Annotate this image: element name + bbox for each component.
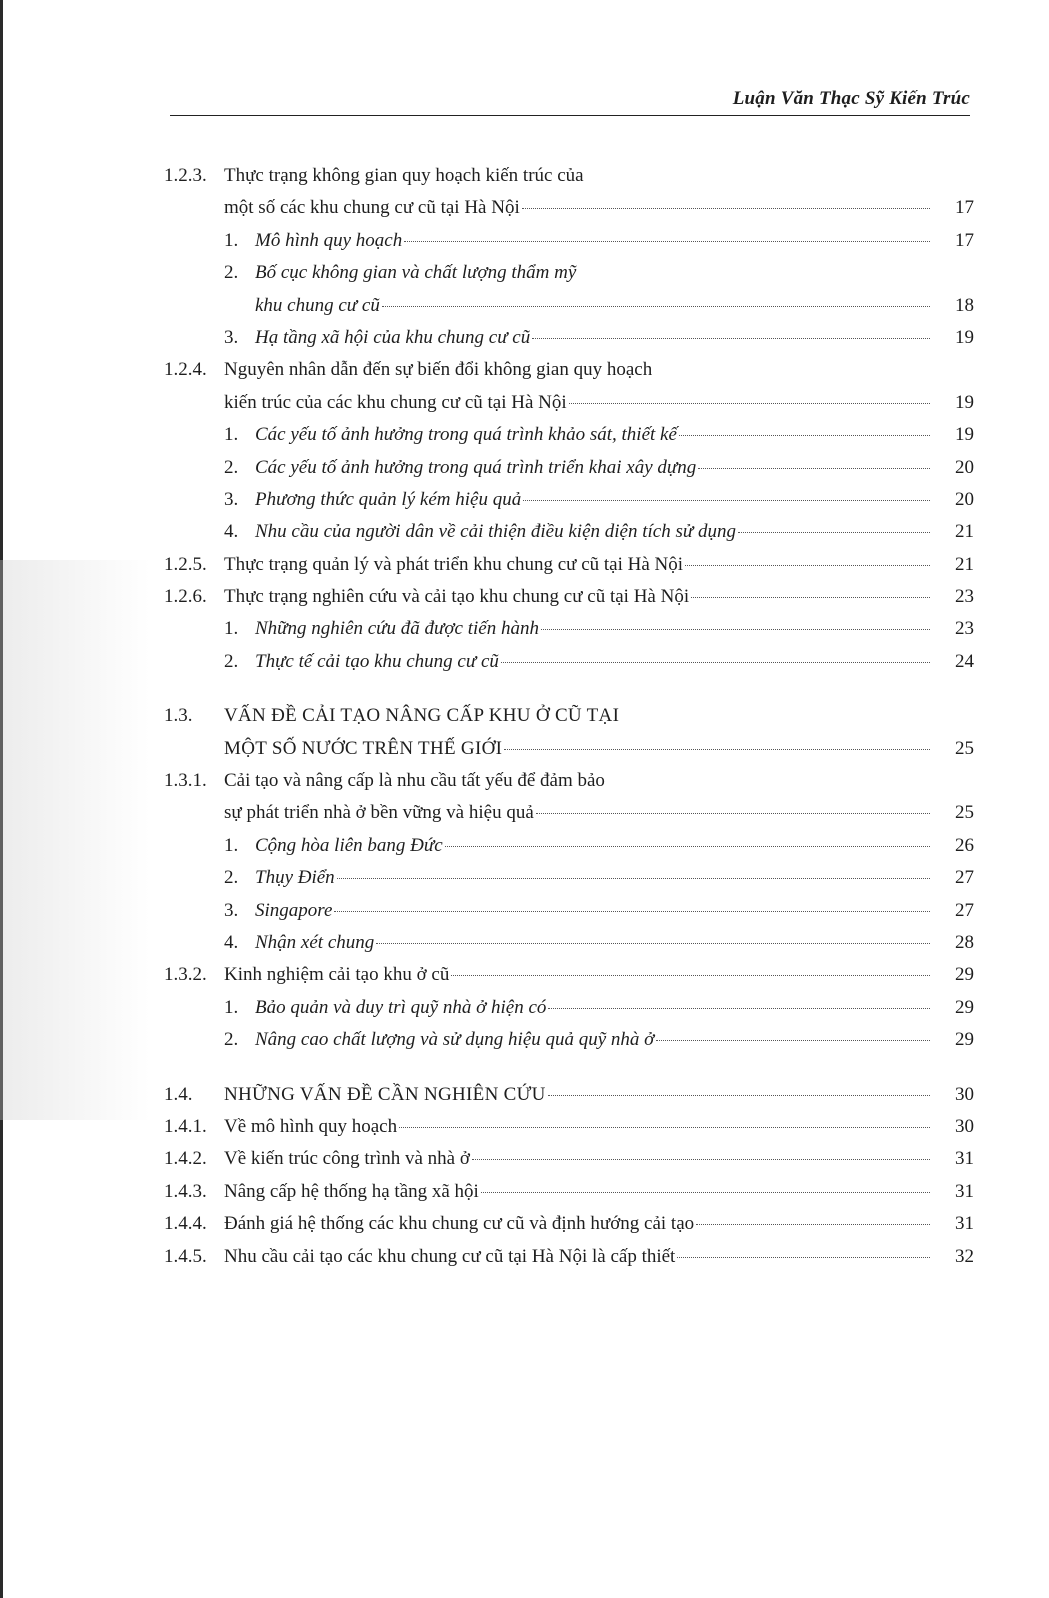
- dot-leader: [738, 532, 930, 533]
- toc-entry-number: 2.: [224, 262, 239, 284]
- toc-entry-title: Kinh nghiệm cải tạo khu ở cũ: [224, 964, 450, 986]
- toc-entry-page: 31: [955, 1148, 974, 1170]
- toc-entry: [164, 738, 974, 770]
- toc-entry-title: Nhu cầu của người dân về cải thiện điều kiện diện tích sử dụng: [255, 521, 736, 543]
- toc-entry: [164, 1084, 974, 1116]
- dot-leader: [679, 435, 930, 436]
- toc-entry-number: 2.: [224, 1029, 239, 1051]
- toc-entry: [164, 262, 974, 294]
- running-header: [170, 84, 970, 116]
- toc-entry: [164, 835, 974, 867]
- dot-leader: [523, 500, 930, 501]
- dot-leader: [399, 1127, 930, 1128]
- toc-entry-page: 19: [955, 326, 974, 348]
- dot-leader: [696, 1224, 930, 1225]
- toc-entry-title: Hạ tầng xã hội của khu chung cư cũ: [255, 326, 531, 348]
- toc-entry: [164, 964, 974, 996]
- dot-leader: [536, 813, 930, 814]
- toc-entry-number: 1.4.2.: [164, 1148, 207, 1170]
- toc-entry-title: Đánh giá hệ thống các khu chung cư cũ và định hướng cải tạo: [224, 1213, 695, 1235]
- dot-leader: [334, 911, 930, 912]
- toc-entry-title: Về kiến trúc công trình và nhà ở: [224, 1148, 470, 1170]
- toc-entry-page: 32: [955, 1245, 974, 1267]
- toc-entry-title: MỘT SỐ NƯỚC TRÊN THẾ GIỚI: [224, 737, 503, 759]
- dot-leader: [451, 975, 930, 976]
- toc-entry-page: 18: [955, 294, 974, 316]
- toc-entry: [164, 424, 974, 456]
- toc-entry-title: một số các khu chung cư cũ tại Hà Nội: [224, 197, 520, 219]
- toc-entry-title: Thực trạng không gian quy hoạch kiến trúc của: [224, 165, 584, 186]
- toc-entry-title: Bố cục không gian và chất lượng thẩm mỹ: [255, 262, 577, 284]
- toc-entry: [164, 1213, 974, 1245]
- toc-entry-title: sự phát triển nhà ở bền vững và hiệu quả: [224, 802, 534, 824]
- toc-entry-number: 1.2.4.: [164, 359, 207, 381]
- dot-leader: [698, 468, 930, 469]
- toc-entry-number: 3.: [224, 488, 239, 510]
- toc-entry-page: 24: [955, 650, 974, 672]
- toc-entry: [164, 489, 974, 521]
- toc-entry: [164, 327, 974, 359]
- dot-leader: [522, 208, 930, 209]
- toc-entry-page: 20: [955, 488, 974, 510]
- dot-leader: [472, 1159, 930, 1160]
- dot-leader: [691, 597, 930, 598]
- toc-entry-page: 20: [955, 456, 974, 478]
- toc-entry-title: Bảo quản và duy trì quỹ nhà ở hiện có: [255, 996, 547, 1018]
- toc-entry-page: 25: [955, 737, 974, 759]
- toc-entry-title: Cộng hòa liên bang Đức: [255, 834, 443, 856]
- toc-entry-number: 1.: [224, 424, 239, 446]
- toc-entry-page: 31: [955, 1180, 974, 1202]
- dot-leader: [685, 565, 930, 566]
- toc-entry-page: 25: [955, 802, 974, 824]
- toc-entry-title: VẤN ĐỀ CẢI TẠO NÂNG CẤP KHU Ở CŨ TẠI: [224, 705, 620, 727]
- toc-entry-number: 2.: [224, 867, 239, 889]
- toc-entry-title: Những nghiên cứu đã được tiến hành: [255, 618, 539, 640]
- toc-entry: [164, 932, 974, 964]
- toc-entry: [164, 295, 974, 327]
- toc-entry: [164, 705, 974, 737]
- toc-entry-page: 23: [955, 618, 974, 640]
- toc-entry-number: 2.: [224, 456, 239, 478]
- dot-leader: [532, 338, 930, 339]
- toc-entry-number: 1.4.1.: [164, 1115, 207, 1137]
- toc-entry-number: 1.: [224, 834, 239, 856]
- toc-entry-page: 29: [955, 1029, 974, 1051]
- toc-entry: [164, 997, 974, 1029]
- toc-entry-number: 1.2.6.: [164, 586, 207, 608]
- dot-leader: [404, 241, 930, 242]
- toc-entry-title: Thụy Điển: [255, 867, 335, 889]
- toc-entry-page: 31: [955, 1213, 974, 1235]
- toc-entry-title: Thực trạng nghiên cứu và cải tạo khu chung cư cũ tại Hà Nội: [224, 586, 690, 608]
- toc-entry: [164, 1148, 974, 1180]
- toc-entry-number: 1.: [224, 618, 239, 640]
- toc-entry-number: 3.: [224, 326, 239, 348]
- toc-entry-title: Mô hình quy hoạch: [255, 229, 403, 251]
- toc-entry-title: Nguyên nhân dẫn đến sự biến đổi không gian quy hoạch: [224, 359, 653, 381]
- toc-entry-page: 17: [955, 197, 974, 219]
- toc-entry-page: 19: [955, 424, 974, 446]
- toc-entry-number: 4.: [224, 931, 239, 953]
- toc-entry-title: Thực tế cải tạo khu chung cư cũ: [255, 650, 499, 672]
- toc-entry-page: 30: [955, 1083, 974, 1105]
- toc-entry-title: Cải tạo và nâng cấp là nhu cầu tất yếu để đảm bảo: [224, 770, 605, 792]
- toc-entry-number: 4.: [224, 521, 239, 543]
- toc-entry: [164, 392, 974, 424]
- dot-leader: [548, 1095, 930, 1096]
- toc-entry-page: 27: [955, 899, 974, 921]
- toc-entry-number: 1.2.3.: [164, 165, 207, 186]
- toc-entry-number: 1.4.3.: [164, 1180, 207, 1202]
- toc-entry-title: khu chung cư cũ: [255, 294, 380, 316]
- toc-entry-page: 27: [955, 867, 974, 889]
- toc-entry-number: 1.: [224, 996, 239, 1018]
- dot-leader: [541, 629, 930, 630]
- toc-entry-number: 3.: [224, 899, 239, 921]
- toc-entry-page: 17: [955, 229, 974, 251]
- header-title: Luận Văn Thạc Sỹ Kiến Trúc: [732, 88, 970, 109]
- toc-entry-title: Nâng cao chất lượng và sử dụng hiệu quả quỹ nhà ở: [255, 1029, 655, 1051]
- dot-leader: [501, 662, 930, 663]
- toc-entry: [164, 1246, 974, 1278]
- table-of-contents: [164, 165, 974, 1278]
- scan-shadow: [0, 560, 150, 1120]
- toc-entry-page: 23: [955, 586, 974, 608]
- toc-entry-title: Về mô hình quy hoạch: [224, 1115, 398, 1137]
- toc-entry: [164, 230, 974, 262]
- toc-entry: [164, 586, 974, 618]
- dot-leader: [548, 1008, 930, 1009]
- toc-entry: [164, 900, 974, 932]
- dot-leader: [376, 943, 930, 944]
- toc-entry-title: Phương thức quản lý kém hiệu quả: [255, 488, 522, 510]
- toc-entry: [164, 554, 974, 586]
- toc-entry-page: 29: [955, 964, 974, 986]
- toc-entry: [164, 165, 974, 197]
- toc-entry: [164, 1116, 974, 1148]
- toc-entry-page: 30: [955, 1115, 974, 1137]
- dot-leader: [677, 1257, 930, 1258]
- dot-leader: [481, 1192, 930, 1193]
- toc-entry: [164, 770, 974, 802]
- toc-entry-page: 21: [955, 521, 974, 543]
- toc-entry-number: 1.3.1.: [164, 770, 207, 792]
- toc-entry-number: 1.3.: [164, 705, 193, 727]
- dot-leader: [382, 306, 930, 307]
- toc-entry-title: Các yếu tố ảnh hưởng trong quá trình triển khai xây dựng: [255, 456, 697, 478]
- dot-leader: [656, 1040, 930, 1041]
- toc-entry: [164, 618, 974, 650]
- toc-entry-number: 1.4.4.: [164, 1213, 207, 1235]
- header-rule: [170, 115, 970, 116]
- section-gap: [164, 1062, 974, 1084]
- toc-entry-page: 28: [955, 931, 974, 953]
- toc-entry: [164, 457, 974, 489]
- dot-leader: [504, 749, 930, 750]
- toc-entry-number: 1.: [224, 229, 239, 251]
- toc-entry-page: 19: [955, 391, 974, 413]
- toc-entry-title: Thực trạng quản lý và phát triển khu chung cư cũ tại Hà Nội: [224, 553, 684, 575]
- toc-entry: [164, 802, 974, 834]
- dot-leader: [445, 846, 930, 847]
- dot-leader: [337, 878, 930, 879]
- toc-entry-number: 1.2.5.: [164, 553, 207, 575]
- toc-entry-number: 1.4.5.: [164, 1245, 207, 1267]
- toc-entry-page: 21: [955, 553, 974, 575]
- toc-entry: [164, 521, 974, 553]
- toc-entry: [164, 1181, 974, 1213]
- toc-entry: [164, 651, 974, 683]
- toc-entry-title: Các yếu tố ảnh hưởng trong quá trình khảo sát, thiết kế: [255, 424, 677, 446]
- toc-entry-title: kiến trúc của các khu chung cư cũ tại Hà Nội: [224, 391, 567, 413]
- toc-entry-number: 1.4.: [164, 1083, 193, 1105]
- toc-entry-title: Nhận xét chung: [255, 931, 375, 953]
- toc-entry-number: 1.3.2.: [164, 964, 207, 986]
- section-gap: [164, 683, 974, 705]
- toc-entry-title: NHỮNG VẤN ĐỀ CẦN NGHIÊN CỨU: [224, 1083, 546, 1105]
- toc-entry-title: Nhu cầu cải tạo các khu chung cư cũ tại Hà Nội là cấp thiết: [224, 1245, 676, 1267]
- toc-entry-number: 2.: [224, 650, 239, 672]
- toc-entry: [164, 1029, 974, 1061]
- toc-entry: [164, 867, 974, 899]
- toc-entry: [164, 359, 974, 391]
- toc-entry-title: Singapore: [255, 899, 333, 921]
- toc-entry: [164, 197, 974, 229]
- toc-entry-title: Nâng cấp hệ thống hạ tầng xã hội: [224, 1180, 479, 1202]
- toc-entry-page: 29: [955, 996, 974, 1018]
- dot-leader: [569, 403, 930, 404]
- toc-entry-page: 26: [955, 834, 974, 856]
